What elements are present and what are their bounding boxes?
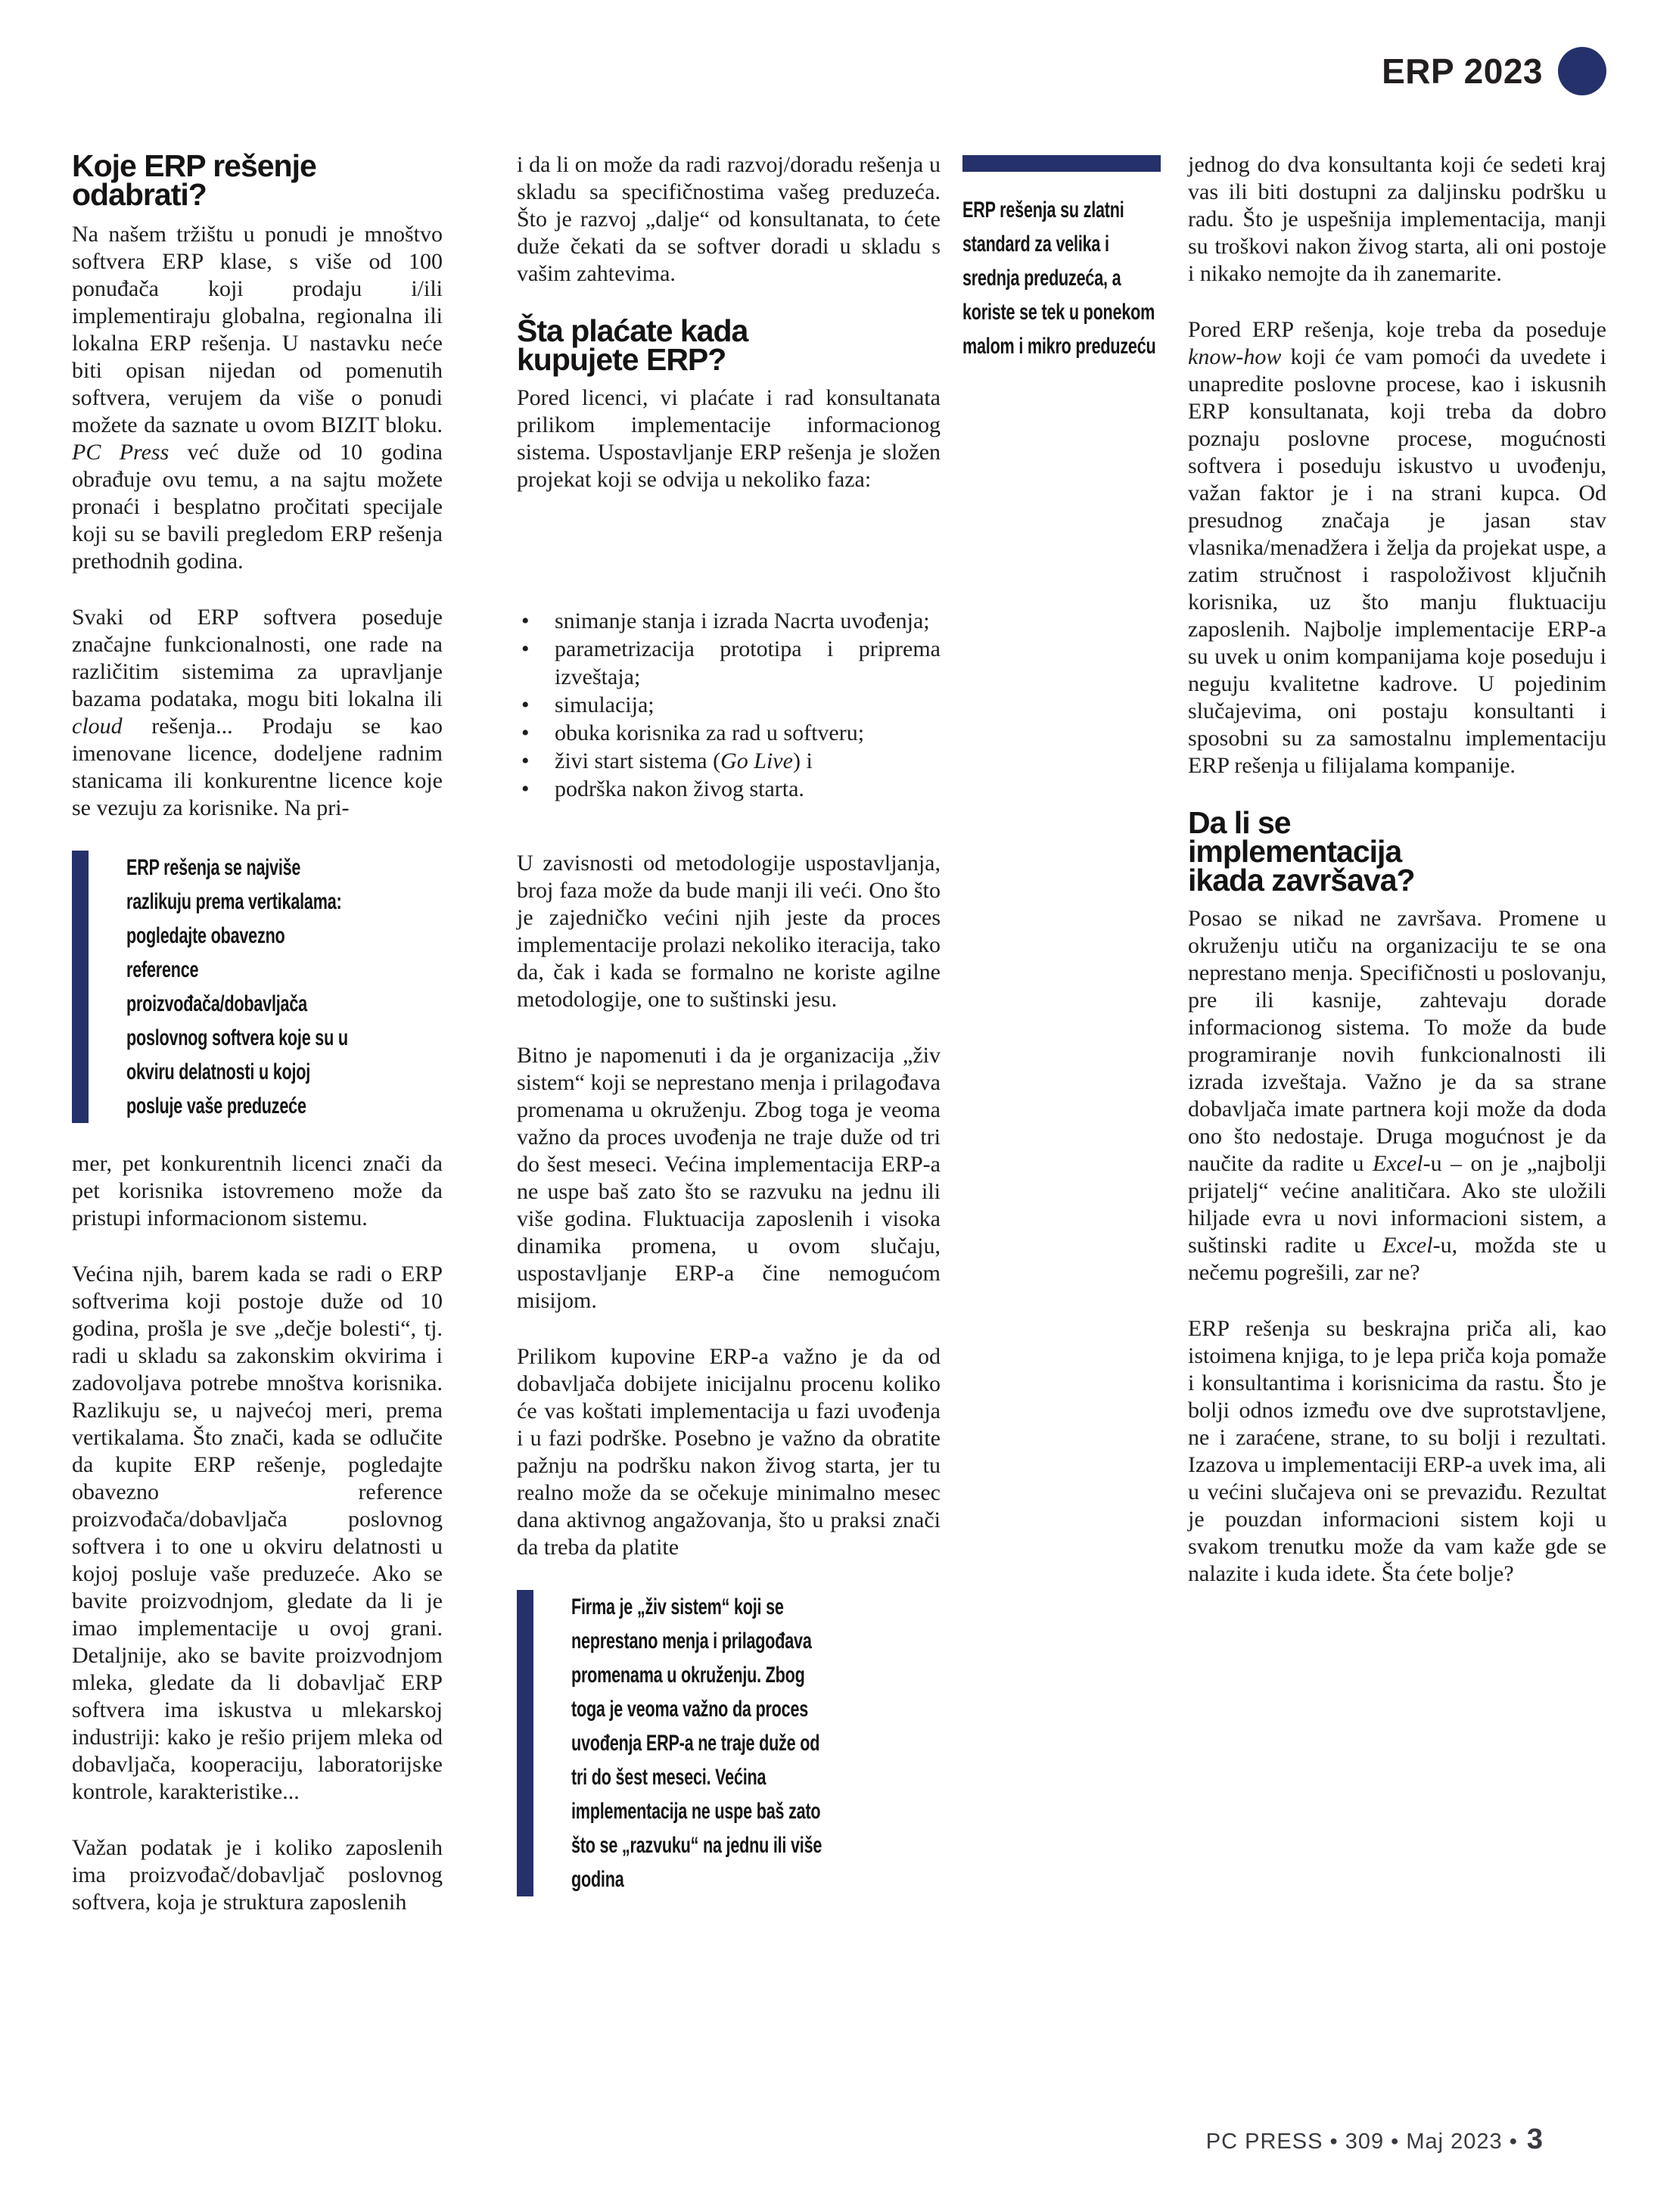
pull-quote-bar — [72, 851, 89, 1123]
page-header — [1382, 47, 1606, 95]
section-heading-implementacija — [1188, 805, 1606, 898]
phase-bullet-list — [517, 607, 941, 803]
body-paragraph: mer, pet konkurentnih licenci znači da pet korisnika istovremeno može da pristupi informacionom sistemu. — [72, 1151, 443, 1230]
column-middle — [517, 151, 941, 1924]
navy-circle-icon — [1558, 47, 1606, 95]
column-left — [72, 148, 443, 1945]
body-paragraph: Važan podatak je i koliko zaposlenih ima proizvođač/dobavljač poslovnog softvera, koja je struktura zaposlenih — [72, 1835, 443, 1915]
sidebar-pull-quote — [962, 155, 1161, 363]
body-paragraph: Posao se nikad ne završava. Promene u okruženju utiču na organizaciju te se ona neprestano menja. Specifičnosti u poslovanju, pre ili kasnije, zahtevaju dorade informacionog sistema. To može da bude programiranje novih funkcionalnosti ili izrada izveštaja. Važno je da sa strane dobavljača imate partnera koji može da doda ono što nedostaje. Druga mogućnost je da naučite da radite u Excel-u – on je „najbolji prijatelj“ većine analitičara. Ako ste uložili hiljade evra u novi informacioni sistem, a suštinski radite u Excel-u, možda ste u nečemu pogrešili, zar ne? — [1188, 906, 1607, 1285]
body-paragraph: ERP rešenja su beskrajna priča ali, kao istoimena knjiga, to je lepa priča koja pomaže i konsultantima i korisnicima da rastu. Što je bolji odnos između ove dve suprotstavljene, ne i zaraćene, strane, to su bolji i rezultati. Izazova u implementaciji ERP-a uvek ima, ali u većini slučajeva oni se prevaziđu. Rezultat je pouzdan informacioni sistem koji u svakom trenutku može da vam kaže gde se nalazite i kuda idete. Šta ćete bolje? — [1188, 1316, 1606, 1586]
section-heading-line: Šta plaćate kada — [517, 313, 748, 348]
body-paragraph: Svaki od ERP softvera poseduje značajne funkcionalnosti, one rade na različitim sistemima za upravljanje bazama podataka, mogu biti lokalna ili cloud rešenja... Prodaju se kao imenovane licence, dodeljene radnim stanicama ili konkurentne licence koje se vezuju za korisnike. Na pri- — [72, 605, 443, 820]
body-paragraph: Pored ERP rešenja, koje treba da poseduje know-how koji će vam pomoći da uvedete i unapredite poslovne procese, kao i iskusnih ERP konsultanata, koji treba da dobro poznaju poslovne procese, mogućnosti softvera i poseduju iskustvo u uvođenju, važan faktor je i na strani kupca. Od presudnog značaja je jasan stav vlasnika/menadžera i želja da projekat uspe, a zatim stručnost i raspoloživost ključnih korisnika, uz što manju fluktuaciju zaposlenih. Najbolje implementacije ERP-a su uvek u onim kompanijama koje poseduju i neguju kvalitetne kadrove. U pojedinim slučajevima, oni postaju konsultanti i sposobni su za samostalnu implementaciju ERP rešenja u filijalama kompanije. — [1188, 317, 1606, 778]
body-paragraph: Na našem tržištu u ponudi je mnoštvo softvera ERP klase, s više od 100 ponuđača koji prodaju i/ili implementiraju globalna, regionalna ili lokalna ERP rešenja. U nastavku neće biti opisan nijedan od pomenutih softvera, verujem da više o ponudi možete da saznate u ovom BIZIT bloku. PC Press već duže od 10 godina obrađuje ovu temu, a na sajtu možete pronaći i besplatno pročitati specijale koji su se bavili pregledom ERP rešenja prethodnih godina. — [72, 222, 443, 574]
pull-quote — [72, 851, 443, 1123]
article-title — [72, 148, 443, 212]
body-paragraph: Većina njih, barem kada se radi o ERP softverima koji postoje duže od 10 godina, prošla je sve „dečje bolesti“, tj. radi u skladu sa zakonskim okvirima i zadovoljava potrebe mnoštva korisnika. Razlikuju se, u najvećoj meri, prema vertikalama. Što znači, kada se odlučite da kupite ERP rešenje, pogledajte obavezno reference proizvođača/dobavljača poslovnog softvera i to one u okviru delatnosti u kojoj posluje vaše preduzeće. Ako se bavite proizvodnjom, gledate da li je imao implementacije u ovoj grani. Detaljnije, ako se bavite proizvodnjom mleka, gledate da li dobavljač ERP softvera ima iskustva u mlekarskoj industriji: kako je rešio prijem mleka od dobavljača, kooperaciju, laboratorijske kontrole, karakteristike... — [72, 1262, 443, 1804]
body-paragraph: Pored licenci, vi plaćate i rad konsultanata prilikom implementacije informacionog sistema. Uspostavljanje ERP rešenja je složen projekat koji se odvija u nekoliko faza: — [517, 385, 941, 492]
article-title-line: odabrati? — [72, 177, 207, 212]
pull-quote — [517, 1590, 941, 1896]
bullet-item: • obuka korisnika za rad u softveru; — [517, 719, 941, 747]
body-paragraph: U zavisnosti od metodologije uspostavljanja, broj faza može da bude manji ili veći. Ono što je zajedničko većini njih jeste da proces implementacije prolazi nekoliko iteracija, tako da, čak i kada se formalno ne koriste agilne metodologije, one to suštinski jesu. — [517, 851, 941, 1012]
section-heading-line: implementacija — [1188, 834, 1402, 869]
section-heading-line: ikada završava? — [1188, 863, 1415, 898]
section-heading-line: Da li se — [1188, 805, 1291, 840]
pull-quote-text: ERP rešenja se najviše razlikuju prema vertikalama: pogledajte obavezno reference proizvođača/dobavljača poslovnog softvera koje su u okviru delatnosti u kojoj posluje vaše preduzeće — [126, 855, 348, 1118]
body-paragraph: jednog do dva konsultanta koji će sedeti kraj vas ili biti dostupni za daljinsku podršku u radu. Što je uspešnija implementacija, manji su troškovi nakon živog starta, ali oni postoje i nikako nemojte da ih zanemarite. — [1188, 152, 1606, 286]
footer-text: PC PRESS • 309 • Maj 2023 • — [1205, 2130, 1518, 2154]
bullet-item: • snimanje stanja i izrada Nacrta uvođenja; — [517, 607, 941, 635]
bullet-item: • podrška nakon živog starta. — [517, 775, 941, 803]
article-title-line: Koje ERP rešenje — [72, 148, 316, 183]
pull-quote-bar — [517, 1590, 533, 1896]
footer-page-number: 3 — [1526, 2123, 1543, 2155]
column-right — [1188, 151, 1606, 1616]
bullet-item: • živi start sistema (Go Live) i — [517, 747, 941, 775]
section-title: ERP 2023 — [1382, 51, 1543, 91]
body-paragraph: Bitno je napomenuti i da je organizacija „živ sistem“ koji se neprestano menja i prilagođava promenama u okruženju. Zbog toga je veoma važno da proces uvođenja ne traje duže od tri do šest meseci. Većina implementacija ERP-a ne uspe baš zato što se razvuku na jednu ili više godina. Fluktuacija zaposlenih i visoka dinamika promena, u ovom slučaju, uspostavljanje ERP-a čine nemogućom misijom. — [517, 1043, 941, 1313]
section-heading-placate — [517, 313, 941, 377]
sidebar-quote-text: ERP rešenja su zlatni standard za velika i srednja preduzeća, a koriste se tek u ponekom malom i mikro preduzeću — [962, 198, 1156, 359]
sidebar-top-bar — [962, 155, 1161, 172]
page-footer — [1206, 2123, 1543, 2156]
body-paragraph: i da li on može da radi razvoj/doradu rešenja u skladu sa specifičnostima vašeg preduzeća. Što je razvoj „dalje“ od konsultanata, to ćete duže čekati da se softver doradi u skladu s vašim zahtevima. — [517, 152, 941, 286]
bullet-item: • simulacija; — [517, 691, 941, 719]
pull-quote-text: Firma je „živ sistem“ koji se neprestano menja i prilagođava promenama u okruženju. Zbog toga je veoma važno da proces uvođenja ERP-a ne traje duže od tri do šest meseci. Većina implementacija ne uspe baš zato što se „razvuku“ na jednu ili više godina — [571, 1594, 822, 1892]
section-heading-line: kupujete ERP? — [517, 342, 726, 377]
body-paragraph: Prilikom kupovine ERP-a važno je da od dobavljača dobijete inicijalnu procenu koliko će vas koštati implementacija u fazi uvođenja i u fazi podrške. Posebno je važno da obratite pažnju na podršku nakon živog starta, jer tu realno može da se očekuje minimalno mesec dana aktivnog angažovanja, što u praksi znači da treba da platite — [517, 1344, 941, 1560]
bullet-item: • parametrizacija prototipa i priprema izveštaja; — [517, 635, 941, 691]
